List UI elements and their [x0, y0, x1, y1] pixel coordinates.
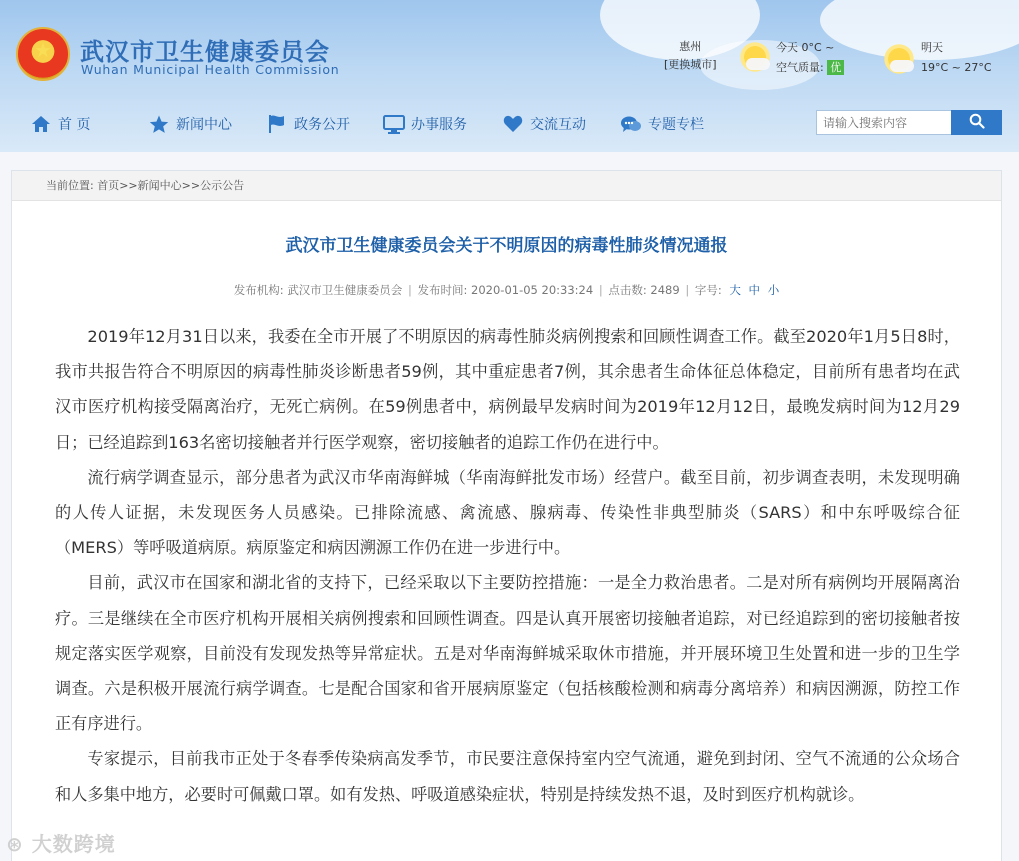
search-input[interactable] [816, 110, 952, 135]
nav-label: 办事服务 [411, 117, 467, 133]
weather-sunny-icon [882, 42, 916, 76]
weather-sunny-icon [738, 40, 772, 74]
font-size-large-button[interactable]: 大 [729, 283, 741, 297]
weather-city [664, 38, 717, 74]
site-title-english: Wuhan Municipal Health Commission [81, 62, 340, 77]
nav-item-news[interactable] [148, 106, 232, 142]
nav-item-home[interactable] [30, 106, 90, 142]
publisher-value: 武汉市卫生健康委员会 [287, 283, 403, 297]
heart-icon [502, 113, 524, 135]
article-paragraph: 流行病学调查显示，部分患者为武汉市华南海鲜城（华南海鲜批发市场）经营户。截至目前，初步调查表明，未发现明确的人传人证据，未发现医务人员感染。已排除流感、禽流感、腺病毒、传染性非典型肺炎（SARS）和中东呼吸综合征（MERS）等呼吸道病原。病原鉴定和病因溯源工作仍在进一步进行中。 [55, 467, 960, 558]
nav-item-interaction[interactable] [502, 106, 586, 142]
monitor-icon [383, 113, 405, 135]
meta-separator: | [407, 283, 412, 297]
article-title: 武汉市卫生健康委员会关于不明原因的病毒性肺炎情况通报 [285, 236, 728, 256]
nav-label: 专题专栏 [648, 117, 704, 133]
font-size-small-button[interactable]: 小 [767, 283, 780, 297]
article-container [11, 170, 1002, 861]
weather-today [776, 38, 844, 78]
article-paragraph: 目前，武汉市在国家和湖北省的支持下，已经采取以下主要防控措施：一是全力救治患者。二是对所有病例均开展隔离治疗。三是继续在全市医疗机构开展相关病例搜索和回顾性调查。四是认真开展密切接触者追踪，对已经追踪到的密切接触者按规定落实医学观察，目前没有发现发热等异常症状。五是对华南海鲜城采取休市措施，并开展环境卫生处置和进一步的卫生学调查。六是积极开展流行病学调查。七是配合国家和省开展病原鉴定（包括核酸检测和病毒分离培养）和病因溯源，防控工作正有序进行。 [55, 573, 960, 734]
nav-label: 首 页 [58, 117, 91, 133]
search-icon [969, 113, 985, 132]
chat-icon [620, 113, 642, 135]
watermark-text: 大数跨境 [31, 832, 116, 856]
search-button[interactable] [951, 110, 1002, 135]
weather-tomorrow [921, 38, 992, 78]
publish-time-label: 发布时间: [417, 283, 468, 297]
article-body [55, 319, 960, 812]
article-paragraph: 2019年12月31日以来，我委在全市开展了不明原因的病毒性肺炎病例搜索和回顾性调查工作。截至2020年1月5日8时，我市共报告符合不明原因的病毒性肺炎诊断患者59例，其中重症患者7例，其余患者生命体征总体稳定，目前所有患者均在武汉市医疗机构接受隔离治疗，无死亡病例。在59例患者中，病例最早发病时间为2019年12月12日，最晚发病时间为12月29日；已经追踪到163名密切接触者并行医学观察，密切接触者的追踪工作仍在进行中。 [55, 327, 960, 452]
change-city-link[interactable]: [更换城市] [664, 58, 717, 71]
watermark-icon: ⊛ [6, 832, 32, 856]
nav-item-services[interactable] [383, 106, 467, 142]
meta-separator: | [598, 283, 603, 297]
city-name: 惠州 [679, 40, 702, 53]
air-quality [776, 58, 844, 78]
nav-label: 政务公开 [294, 117, 350, 133]
publisher-label: 发布机构: [233, 283, 284, 297]
publish-time-value: 2020-01-05 20:33:24 [471, 283, 594, 297]
nav-label: 新闻中心 [176, 117, 232, 133]
flag-icon [266, 113, 288, 135]
nav-item-government-affairs[interactable] [266, 106, 350, 142]
nav-label: 交流互动 [530, 117, 586, 133]
nav-item-special-topics[interactable] [620, 106, 704, 142]
breadcrumb[interactable]: 当前位置: 首页>>新闻中心>>公示公告 [12, 171, 1001, 201]
font-size-label: 字号: [694, 283, 722, 297]
clicks-label: 点击数: [608, 283, 647, 297]
font-size-medium-button[interactable]: 中 [748, 283, 761, 297]
watermark-logo [6, 828, 116, 857]
tomorrow-temperature: 19°C ~ 27°C [921, 61, 992, 74]
meta-separator: | [685, 283, 690, 297]
article-meta [12, 282, 1001, 298]
tomorrow-label: 明天 [921, 41, 943, 54]
air-quality-badge: 优 [827, 60, 844, 75]
air-quality-label: 空气质量: [776, 61, 824, 74]
article-paragraph: 专家提示，目前我市正处于冬春季传染病高发季节，市民要注意保持室内空气流通，避免到封闭、空气不流通的公众场合和人多集中地方，必要时可佩戴口罩。如有发热、呼吸道感染症状，特别是持续发热不退，及时到医疗机构就诊。 [55, 749, 960, 804]
star-icon [148, 113, 170, 135]
clicks-value: 2489 [650, 283, 680, 297]
today-temperature: 今天 0°C ~ [776, 41, 835, 54]
national-emblem-icon [16, 27, 70, 81]
home-icon [30, 113, 52, 135]
site-title[interactable]: 武汉市卫生健康委员会 [80, 38, 330, 66]
